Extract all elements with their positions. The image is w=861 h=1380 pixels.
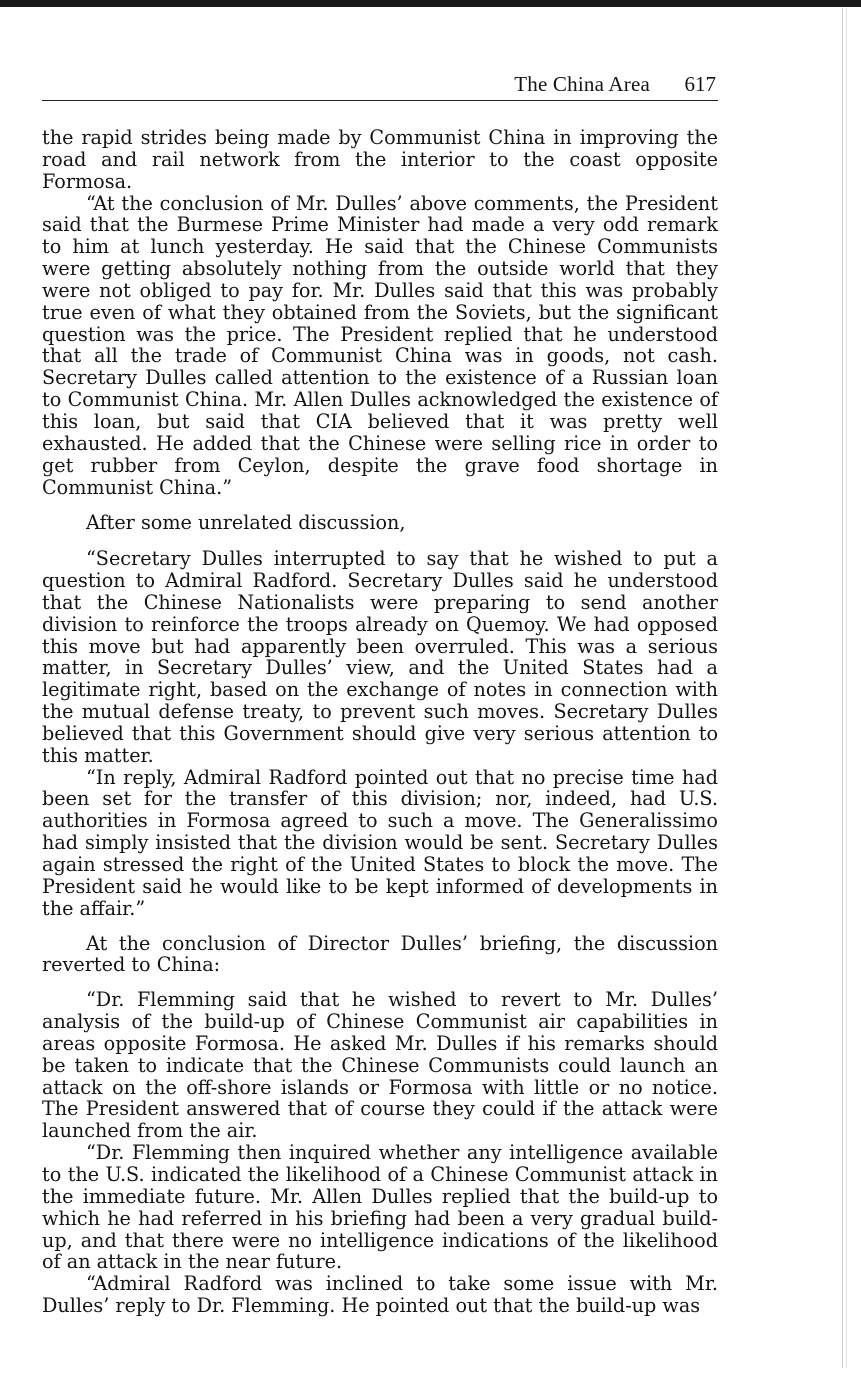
paragraph-unrelated-discussion: After some unrelated discussion, <box>86 511 406 535</box>
paragraph-quote-quemoy: “Secretary Dulles interrupted to say that he wished to put a question to Admiral Radford. Secretary Dulles said he understood that the Chinese Nationalists were preparing to send another division to reinforce the troops already on Quemoy. We had opposed this move but had apparently been overruled. This was a serious matter, in Secretary Dulles’ view, and the United States had a legitimate right, based on the exchange of notes in connection with the mutual defense treaty, to prevent such moves. Secretary Dulles believed that this Government should give very serious attention to this matter. <box>42 547 718 767</box>
paragraph-quote-burmese: “At the conclusion of Mr. Dulles’ above comments, the President said that the Burmese Prime Minister had made a very odd remark to him at lunch yesterday. He said that the Chinese Communists were getting absolutely nothing from the outside world that they were not obliged to pay for. Mr. Dulles said that this was probably true even of what they obtained from the Soviets, but the significant question was the price. The President replied that he understood that all the trade of Communist China was in goods, not cash. Secretary Dulles called attention to the existence of a Russian loan to Communist China. Mr. Allen Dulles acknowledged the existence of this loan, but said that CIA believed that it was pretty well exhausted. He added that the Chinese were selling rice in order to get rubber from Ceylon, despite the grave food shortage in Communist China.” <box>42 191 718 499</box>
page-top-edge <box>0 0 861 7</box>
paragraph-quote-radford-reply: “In reply, Admiral Radford pointed out that no precise time had been set for the transfer of this division; nor, indeed, had U.S. authorities in Formosa agreed to such a move. The Generalissimo had simply insisted that the division would be sent. Secretary Dulles again stressed the right of the United States to block the move. The President said he would like to be kept informed of developments in the affair.” <box>42 765 718 920</box>
page-header <box>42 70 718 101</box>
paragraph-continued: the rapid strides being made by Communist China in improving the road and rail network from the interior to the coast opposite Formosa. <box>42 126 718 193</box>
running-head: The China Area <box>514 72 650 96</box>
page-right-edge-shadow <box>846 8 847 1368</box>
paragraph-director-briefing: At the conclusion of Director Dulles’ briefing, the discussion reverted to China: <box>42 931 718 977</box>
page-number: 617 <box>684 72 716 96</box>
paragraph-quote-radford-issue: “Admiral Radford was inclined to take some issue with Mr. Dulles’ reply to Dr. Flemming. He pointed out that the build-up was <box>42 1272 718 1318</box>
paragraph-quote-flemming-analysis: “Dr. Flemming said that he wished to revert to Mr. Dulles’ analysis of the build-up of Chinese Communist air capabilities in areas opposite Formosa. He asked Mr. Dulles if his remarks should be taken to indicate that the Chinese Communists could launch an attack on the off-shore islands or Formosa with little or no notice. The President answered that of course they could if the attack were launched from the air. <box>42 988 718 1143</box>
paragraph-quote-flemming-inquiry: “Dr. Flemming then inquired whether any intelligence available to the U.S. indicated the likelihood of a Chinese Communist attack in the immediate future. Mr. Allen Dulles replied that the build-up to which he had referred in his briefing had been a very gradual build-up, and that there were no intelligence indications of the likelihood of an attack in the near future. <box>42 1141 718 1274</box>
page-right-edge <box>842 8 843 1368</box>
page-body <box>42 127 718 1317</box>
